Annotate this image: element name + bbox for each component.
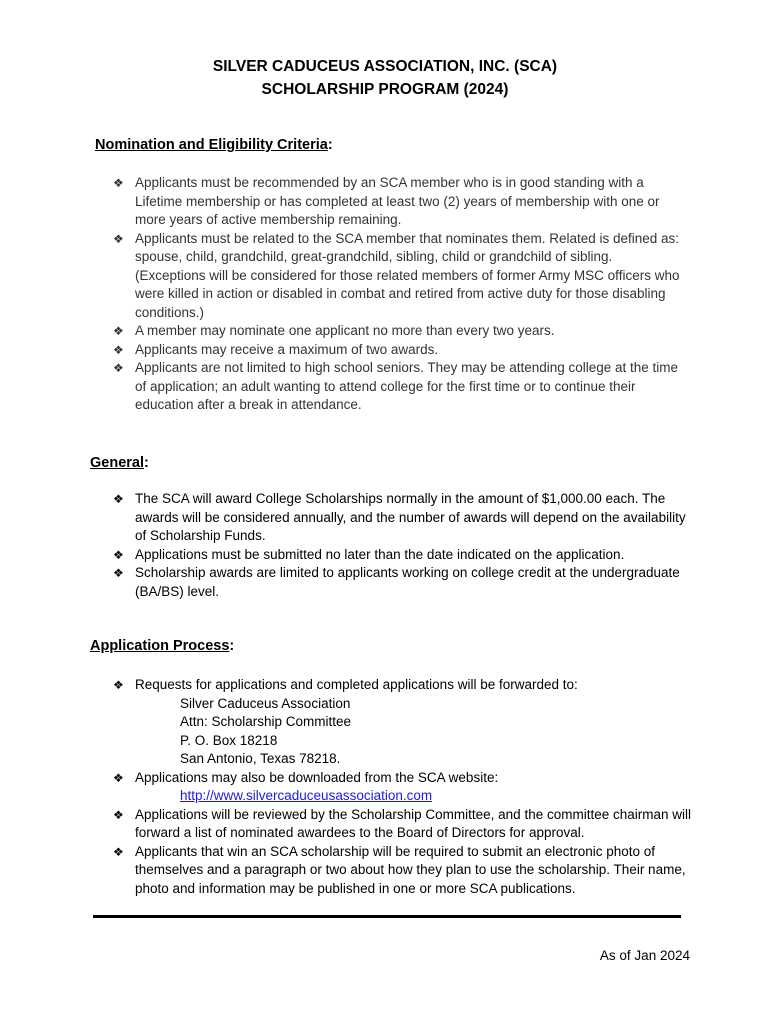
list-item-text: Requests for applications and completed applications will be forwarded to:: [135, 677, 578, 692]
diamond-bullet-icon: ❖: [113, 547, 124, 562]
general-list: [113, 490, 693, 601]
list-item: [113, 564, 693, 601]
heading-colon: :: [144, 455, 149, 471]
heading-colon: :: [229, 638, 235, 654]
list-item-text: Applications may also be downloaded from the SCA website:: [135, 769, 499, 785]
nomination-list: [113, 174, 683, 415]
list-item: [113, 806, 693, 843]
address-line: P. O. Box 18218: [180, 732, 278, 748]
list-item: [113, 230, 683, 323]
list-item: [113, 359, 683, 415]
diamond-bullet-icon: ❖: [113, 678, 124, 692]
list-item: [113, 546, 693, 565]
list-item-text: Applications will be reviewed by the Scholarship Committee, and the committee chairman will forward a list of nominated awardees to the Board of Directors for approval.: [135, 806, 691, 840]
address-line: San Antonio, Texas 78218.: [180, 751, 341, 766]
horizontal-divider: [93, 915, 681, 918]
list-item: [113, 341, 683, 360]
application-list: [113, 676, 693, 898]
list-item-text: Applicants may receive a maximum of two awards.: [135, 341, 439, 357]
heading-text: General: [90, 455, 144, 471]
diamond-bullet-icon: ❖: [113, 492, 124, 506]
document-subtitle: SCHOLARSHIP PROGRAM (2024): [261, 81, 509, 98]
list-item: [113, 843, 693, 899]
website-link[interactable]: http://www.silvercaduceusassociation.com: [180, 788, 433, 803]
diamond-bullet-icon: ❖: [113, 566, 124, 580]
list-item: [113, 676, 693, 769]
as-of-date: As of Jan 2024: [599, 948, 690, 963]
list-item: [113, 490, 693, 546]
heading-text: Application Process: [90, 638, 230, 654]
list-item-text: The SCA will award College Scholarships normally in the amount of $1,000.00 each. The awards will be considered annually, and the number of awards will depend on the availability of Scholarship Funds.: [135, 491, 686, 543]
list-item-text: Applicants are not limited to high school seniors. They may be attending college at the time of application; an adult wanting to attend college for the first time or to continue their education after a break in attendance.: [135, 360, 679, 412]
section-heading-nomination: [95, 136, 333, 154]
diamond-bullet-icon: ❖: [113, 361, 124, 375]
list-item: [113, 769, 693, 806]
diamond-bullet-icon: ❖: [113, 342, 124, 357]
list-item-text: Applicants that win an SCA scholarship will be required to submit an electronic photo of themselves and a paragraph or two about how they plan to use the scholarship. Their name, photo and information may be published in one or more SCA publications.: [135, 843, 686, 896]
list-item-text: Applicants must be related to the SCA member that nominates them. Related is defined as: spouse, child, grandchild, great-grandchild, sibling, child or grandchild of sibling. (Exceptions will be considered for those related members of former Army MSC officers who were killed in action or disabled in combat and retired from active duty for those disabling conditions.): [135, 230, 680, 320]
address-line: Silver Caduceus Association: [180, 695, 351, 711]
list-item: [113, 322, 683, 341]
diamond-bullet-icon: ❖: [113, 231, 124, 246]
list-item-text: Applications must be submitted no later than the date indicated on the application.: [135, 546, 625, 562]
heading-colon: :: [327, 137, 333, 153]
heading-text: Nomination and Eligibility Criteria: [95, 137, 328, 153]
document-title: SILVER CADUCEUS ASSOCIATION, INC. (SCA): [212, 58, 558, 75]
list-item-text: Applicants must be recommended by an SCA member who is in good standing with a Lifetime membership or has completed at least two (2) years of membership with one or more years of active membership remaining.: [135, 175, 660, 227]
list-item-text: Scholarship awards are limited to applicants working on college credit at the undergraduate (BA/BS) level.: [135, 565, 680, 599]
diamond-bullet-icon: ❖: [113, 807, 124, 822]
list-item: [113, 174, 683, 230]
diamond-bullet-icon: ❖: [113, 324, 124, 338]
list-item-text: A member may nominate one applicant no more than every two years.: [135, 323, 555, 338]
diamond-bullet-icon: ❖: [113, 770, 124, 785]
diamond-bullet-icon: ❖: [113, 844, 124, 859]
diamond-bullet-icon: ❖: [113, 176, 124, 190]
address-line: Attn: Scholarship Committee: [180, 714, 352, 729]
section-heading-general: [90, 454, 149, 472]
section-heading-application: [90, 637, 234, 655]
